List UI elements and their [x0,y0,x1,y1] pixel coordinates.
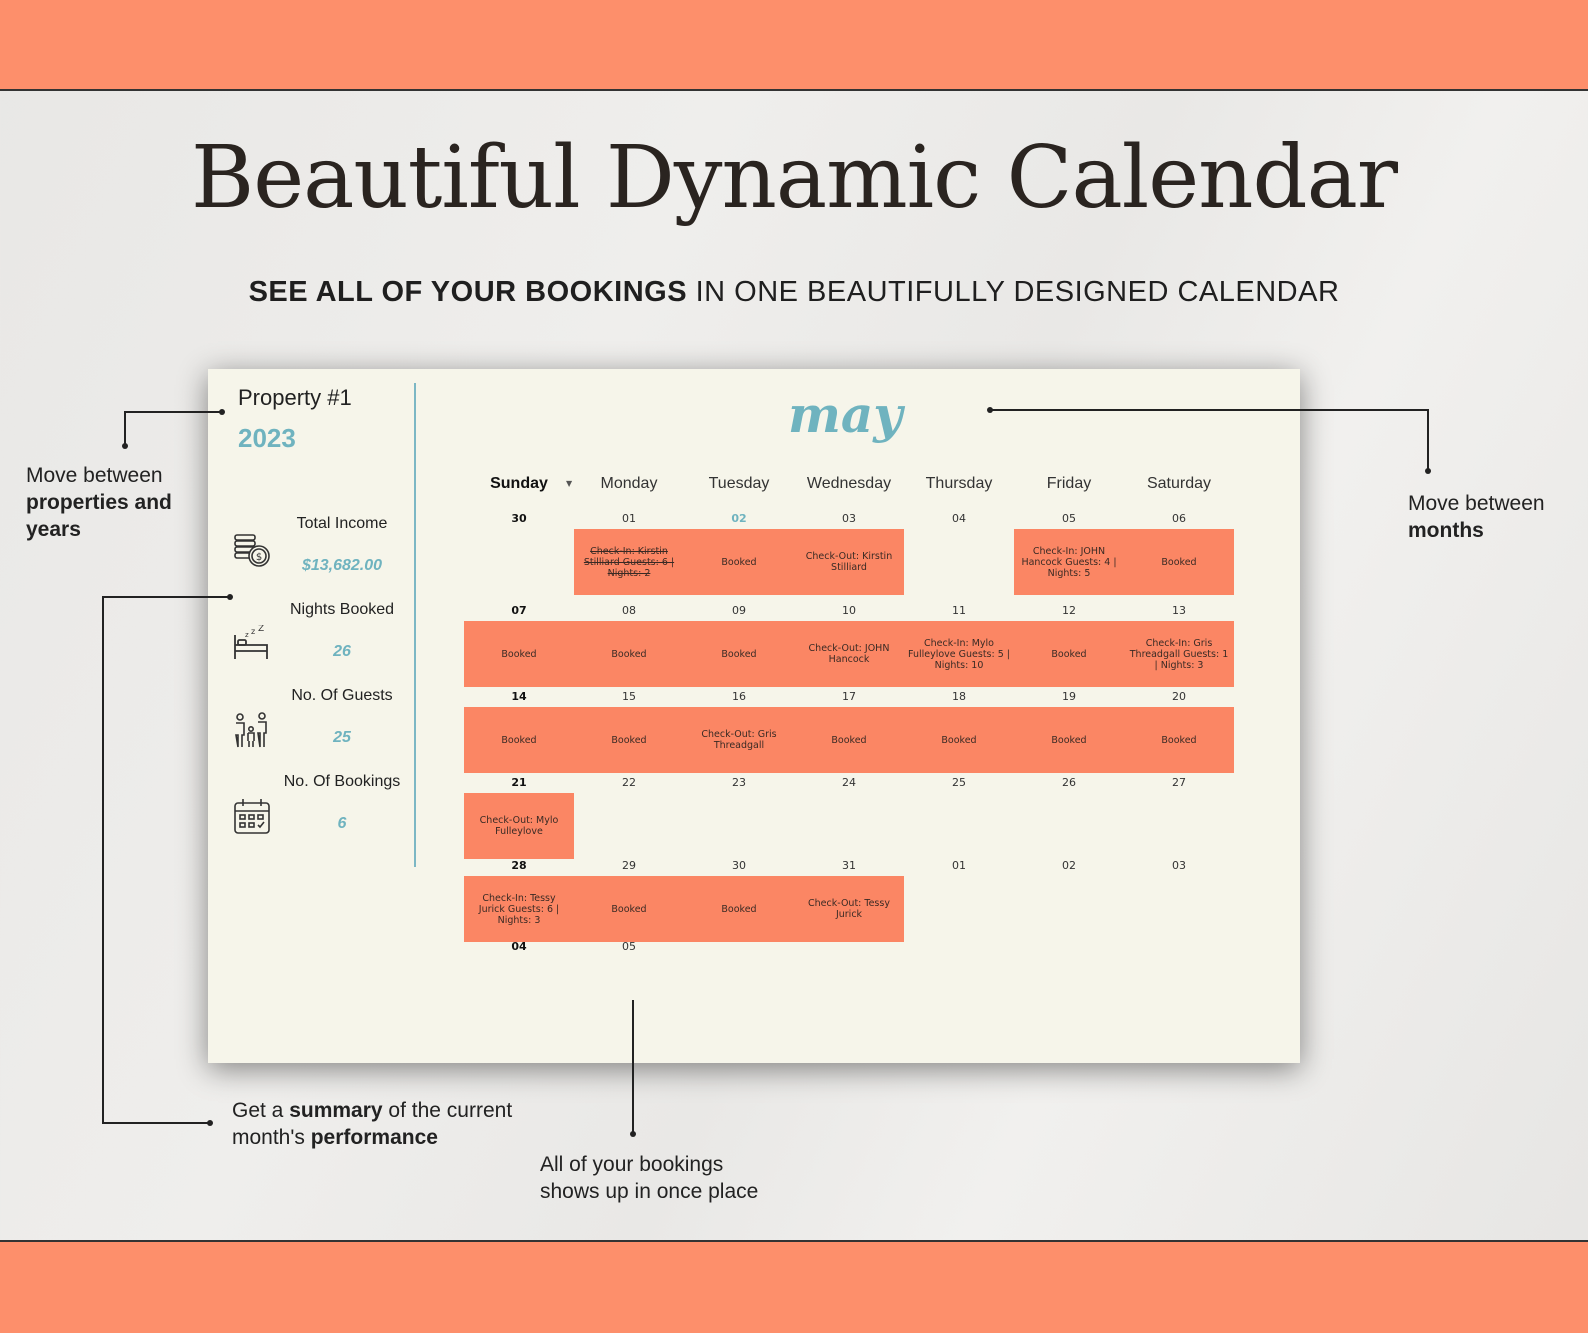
note-bold: summary [289,1099,383,1122]
note-bold: years [26,518,81,541]
booking-cell[interactable] [1014,621,1124,687]
booking-cell[interactable] [684,621,794,687]
stat-label: Total Income [296,515,388,532]
booking-text: Check-In: Tessy Jurick Guests: 6 | Nights: 3 [478,892,560,926]
connector-line [632,1000,634,1134]
connector-dot [122,443,128,449]
booking-text: Booked [831,734,867,746]
booking-cell[interactable] [904,621,1014,687]
svg-text:Z: Z [258,625,265,634]
booking-text: Booked [501,734,537,746]
booking-cell[interactable] [684,707,794,773]
connector-line [124,411,126,447]
day-number: 07 [511,604,527,617]
booking-cell[interactable] [464,621,574,687]
booking-cell[interactable] [794,707,904,773]
booking-text: Booked [1051,734,1087,746]
bottom-band [0,1240,1588,1333]
day-number: 18 [952,690,966,703]
weekday-wednesday: Wednesday [806,475,892,492]
stat-total-income [278,515,406,575]
booking-text: Booked [501,648,537,660]
note-text: shows up in once place [540,1180,759,1203]
day-number: 09 [732,604,746,617]
connector-line [990,409,1428,411]
calendar-icon [232,797,272,837]
booking-cell[interactable] [574,621,684,687]
booking-text: Booked [611,648,647,660]
connector-dot [1425,468,1431,474]
svg-text:z: z [251,627,256,636]
stat-guests [278,687,406,747]
day-number: 04 [511,940,527,953]
day-number: 05 [622,940,636,953]
day-number: 03 [1172,859,1186,872]
connector-dot [207,1120,213,1126]
booking-text: Booked [941,734,977,746]
booking-text: Booked [721,648,757,660]
note-text: Get a [232,1099,290,1122]
booking-text: Check-Out: Mylo Fulleylove [479,815,559,837]
booking-cell[interactable] [684,529,794,595]
note-text: of the current [382,1099,513,1122]
day-number: 23 [732,776,746,789]
booking-text: Check-In: Gris Threadgall Guests: 1 | Nights: 3 [1129,637,1229,671]
booking-text: Check-Out: Tessy Jurick [808,898,890,920]
property-selector[interactable]: Property #1 [238,385,352,410]
chevron-down-icon[interactable]: ▼ [566,479,573,488]
day-number: 14 [511,690,527,703]
top-band [0,0,1588,91]
stat-label: Nights Booked [289,601,395,618]
booking-cell[interactable] [794,621,904,687]
day-number: 25 [952,776,966,789]
connector-line [102,596,230,598]
day-number: 30 [511,512,527,525]
day-number: 16 [732,690,746,703]
weekday-friday: Friday [1046,475,1092,492]
headline: Beautiful Dynamic Calendar [191,128,1397,228]
stat-label: No. Of Bookings [283,773,401,790]
note-text: month's [232,1126,311,1149]
booking-text: Booked [611,734,647,746]
note-bold: properties and [26,491,172,514]
weekday-tuesday: Tuesday [708,475,770,492]
stat-value: 6 [337,815,347,832]
note-summary [232,1097,512,1151]
note-bold: performance [310,1126,438,1149]
stat-bookings [278,773,406,833]
day-number: 24 [842,776,856,789]
note-months [1408,490,1545,544]
subline-bold: SEE ALL OF YOUR BOOKINGS [248,276,688,308]
booking-cell[interactable] [794,529,904,595]
booking-text: Check-Out: Kirstin Stilliard [805,551,893,573]
booking-cell[interactable] [574,876,684,942]
booking-text: Booked [1161,734,1197,746]
stat-value: 26 [333,643,351,660]
day-number: 02 [731,512,747,525]
bed-sleep-icon [232,625,272,665]
note-bookings [540,1151,758,1205]
booking-text: Booked [721,903,757,915]
day-number: 03 [842,512,856,525]
sidebar-divider [414,383,416,867]
booking-cell[interactable] [1014,529,1124,595]
family-icon [232,711,272,751]
connector-dot [219,409,225,415]
note-text: Move between [1408,492,1545,515]
booking-cell[interactable] [574,707,684,773]
day-number: 05 [1062,512,1076,525]
day-number: 17 [842,690,856,703]
booking-text: Check-Out: JOHN Hancock [808,643,890,665]
stat-nights-booked [278,601,406,661]
note-text: Move between [26,464,163,487]
booking-text: Check-Out: Gris Threadgall [701,729,777,751]
booking-text: Check-In: Mylo Fulleylove Guests: 5 | Nights: 10 [908,637,1010,671]
connector-dot [227,594,233,600]
svg-text:$: $ [255,552,263,563]
calendar-card [208,369,1300,1063]
day-number: 08 [622,604,636,617]
day-number: 15 [622,690,636,703]
day-number: 13 [1172,604,1186,617]
day-number: 30 [732,859,746,872]
subline [0,276,1588,309]
subline-rest: IN ONE BEAUTIFULLY DESIGNED CALENDAR [687,276,1340,308]
day-number: 20 [1172,690,1186,703]
day-number: 02 [1062,859,1076,872]
booking-cell[interactable] [464,793,574,859]
day-number: 04 [952,512,966,525]
month-selector[interactable]: may [788,385,903,444]
booking-cell[interactable] [1124,707,1234,773]
day-number: 31 [842,859,856,872]
booking-cell[interactable] [794,876,904,942]
note-text: All of your bookings [540,1153,724,1176]
connector-dot [630,1131,636,1137]
day-number: 01 [952,859,966,872]
weekday-thursday: Thursday [925,475,993,492]
connector-line [102,1122,210,1124]
connector-line [102,596,104,1124]
weekday-sunday[interactable]: Sunday [490,475,548,492]
connector-line [1427,409,1429,471]
booking-cell[interactable] [574,529,684,595]
booking-cell[interactable] [1124,529,1234,595]
booking-cell[interactable] [684,876,794,942]
day-number: 19 [1062,690,1076,703]
day-number: 28 [511,859,527,872]
day-number: 11 [952,604,966,617]
money-stack-icon [232,531,272,571]
booking-text: Booked [1161,556,1197,568]
booking-cell[interactable] [1014,707,1124,773]
booking-text: Check-In: Kirstin Stilliard Guests: 6 | Nights: 2 [583,545,675,579]
note-properties [26,462,172,543]
day-number: 26 [1062,776,1076,789]
day-number: 10 [842,604,856,617]
connector-line [124,411,222,413]
day-number: 22 [622,776,636,789]
day-number: 06 [1172,512,1186,525]
year-selector[interactable]: 2023 [238,423,296,453]
connector-dot [987,407,993,413]
stat-label: No. Of Guests [291,687,393,704]
day-number: 12 [1062,604,1076,617]
booking-cell[interactable] [1124,621,1234,687]
day-number: 01 [622,512,636,525]
booking-cell[interactable] [904,707,1014,773]
day-number: 27 [1172,776,1186,789]
booking-text: Booked [1051,648,1087,660]
booking-text: Booked [721,556,757,568]
day-number: 29 [622,859,636,872]
stat-value: 25 [333,729,351,746]
stat-value: $13,682.00 [301,557,383,574]
note-bold: months [1408,519,1484,542]
booking-cell[interactable] [464,876,574,942]
booking-text: Check-In: JOHN Hancock Guests: 4 | Nights: 5 [1021,545,1117,579]
day-number: 21 [511,776,527,789]
booking-text: Booked [611,903,647,915]
weekday-monday: Monday [600,475,658,492]
booking-cell[interactable] [464,707,574,773]
svg-text:z: z [245,631,249,639]
weekday-saturday: Saturday [1146,475,1212,492]
